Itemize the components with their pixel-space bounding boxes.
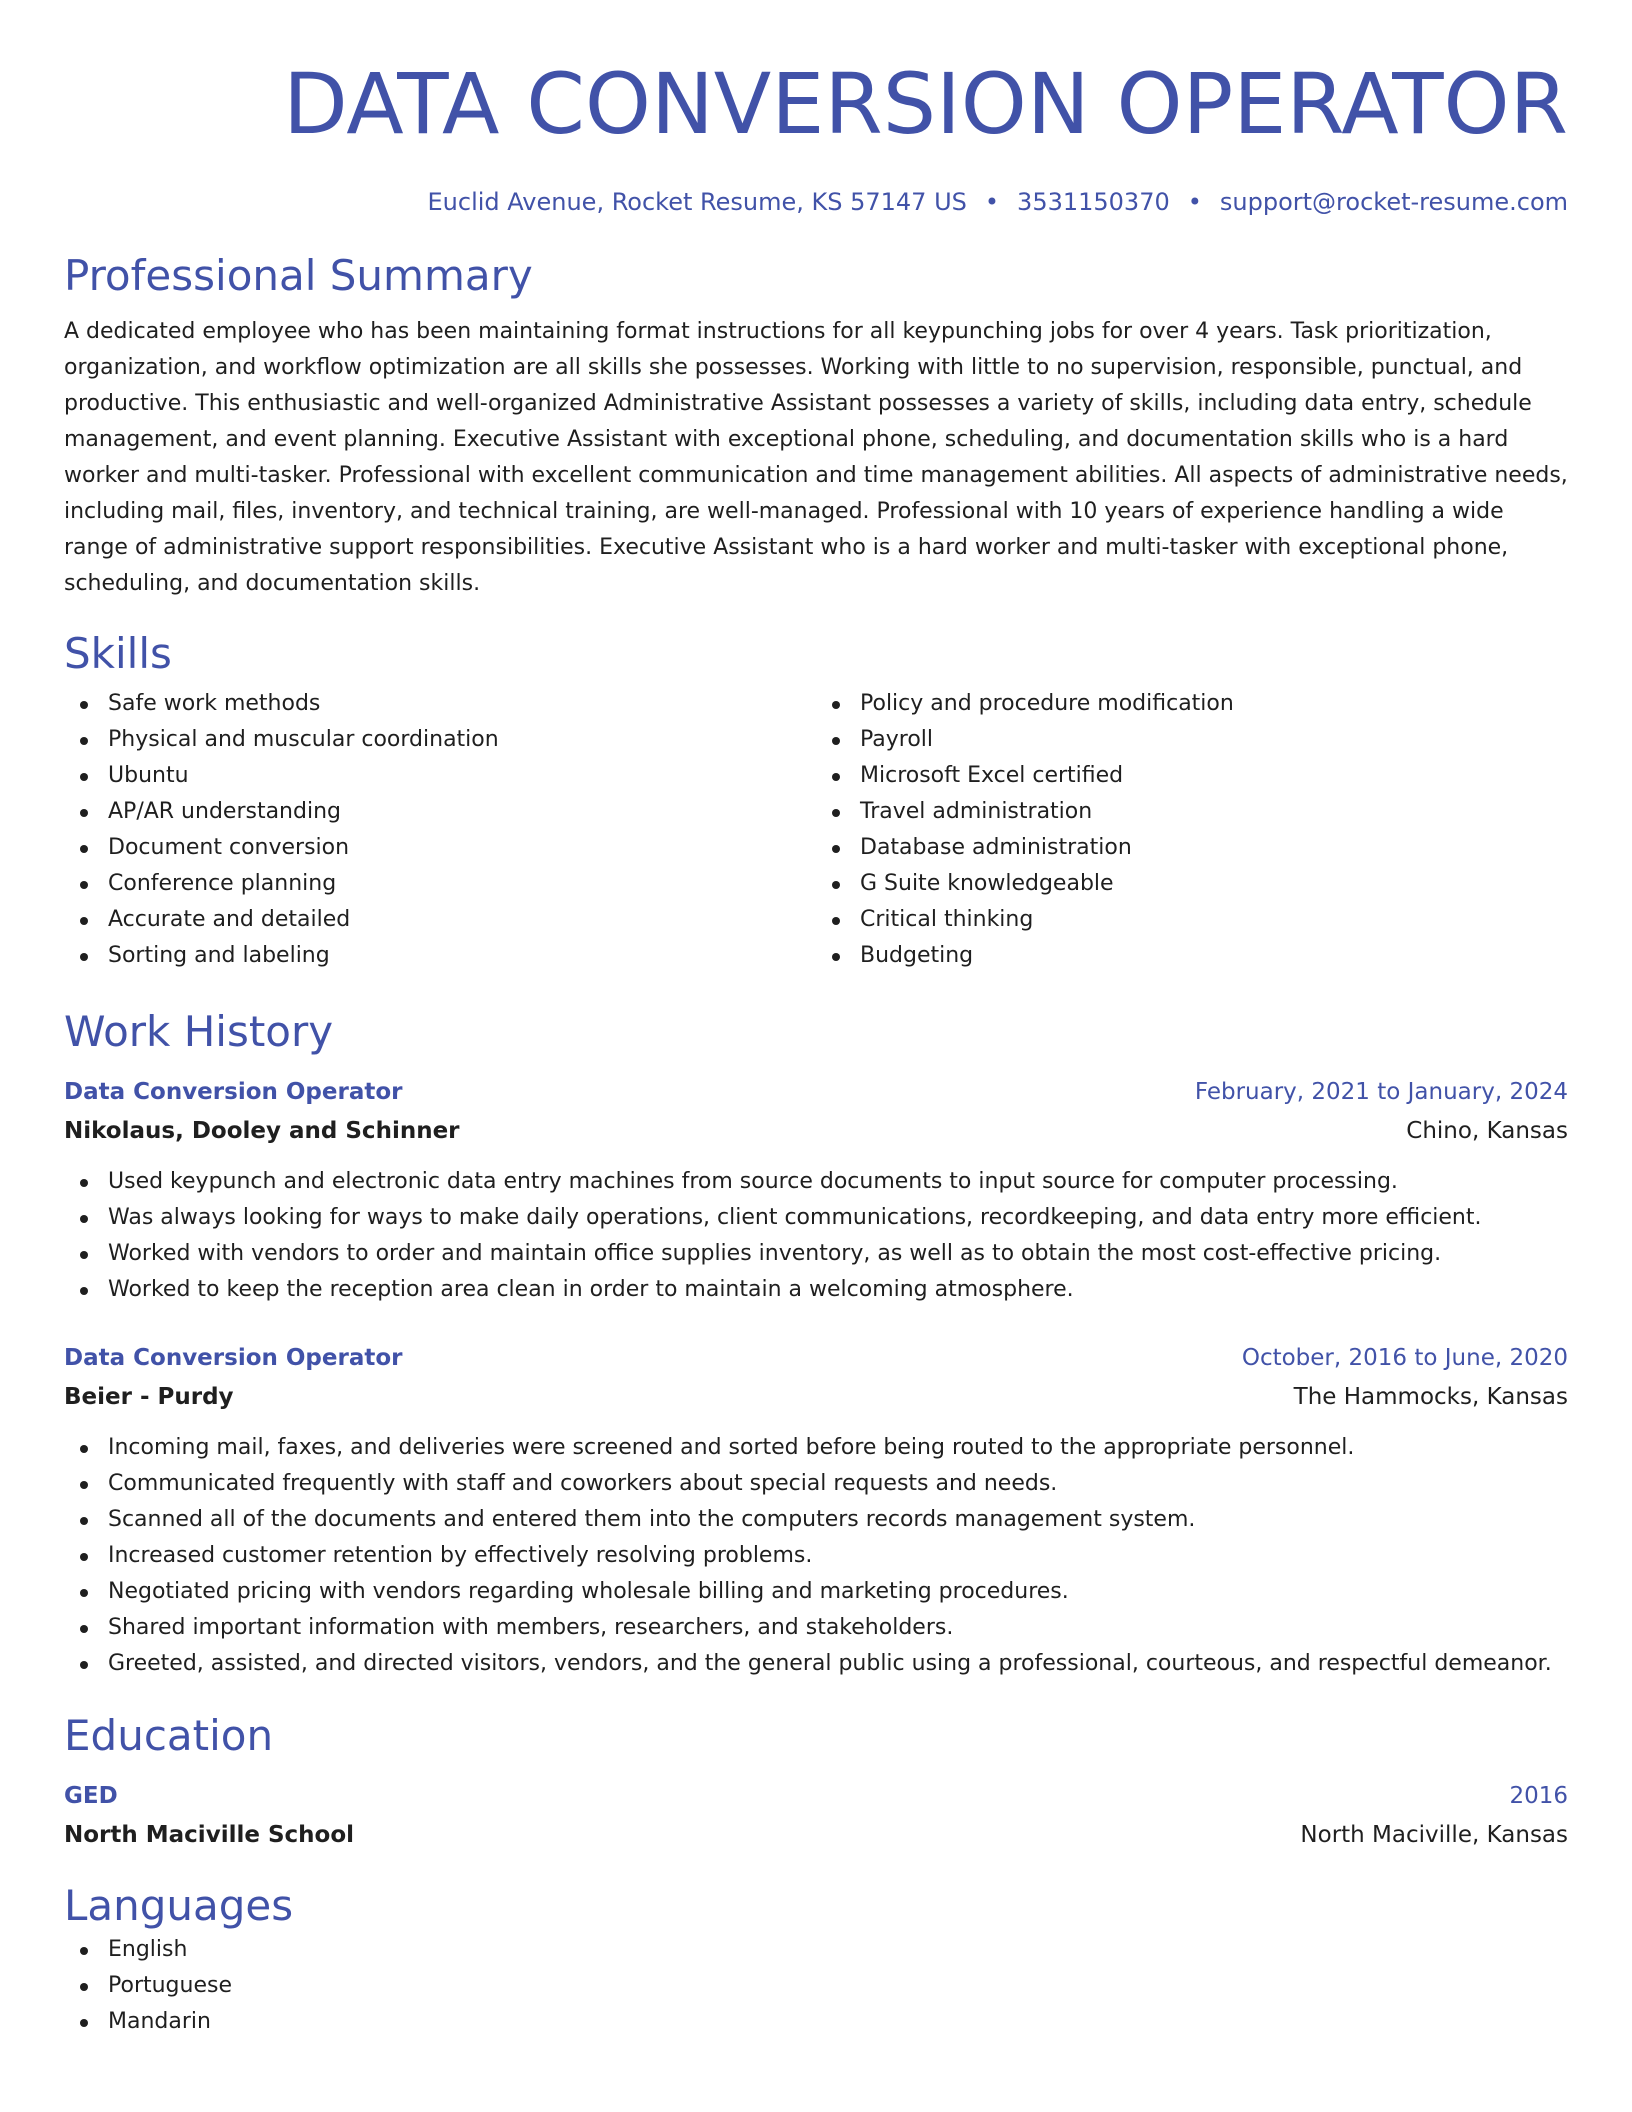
skills-heading: Skills: [64, 629, 172, 678]
skill-item: Ubuntu: [64, 758, 816, 794]
job-duties-list: [64, 1430, 1568, 1682]
skill-item: Payroll: [816, 722, 1568, 758]
contact-separator: •: [1187, 188, 1202, 216]
skill-item: Sorting and labeling: [64, 938, 816, 974]
summary-text: A dedicated employee who has been maintaining format instructions for all keypunching jobs for over 4 years. Task prioritization, organization, and workflow optimization are all skills she possesses. Working with little to no supervision, responsible, punctual, and productive. This enthusiastic and well-organized Administrative Assistant possesses a variety of skills, including data entry, schedule management, and event planning. Executive Assistant with exceptional phone, scheduling, and documentation skills who is a hard worker and multi-tasker. Professional with excellent communication and time management abilities. All aspects of administrative needs, including mail, files, inventory, and technical training, are well-managed. Professional with 10 years of experience handling a wide range of administrative support responsibilities. Executive Assistant who is a hard worker and multi-tasker with exceptional phone, scheduling, and documentation skills.: [64, 319, 1568, 596]
job-title: Data Conversion Operator: [64, 1079, 403, 1105]
job-duty: Increased customer retention by effectively resolving problems.: [64, 1538, 1568, 1574]
skill-item: Accurate and detailed: [64, 902, 816, 938]
summary-heading: Professional Summary: [64, 251, 533, 300]
skill-item: Safe work methods: [64, 686, 816, 722]
education-entry: [64, 1776, 1568, 1854]
job-duty: Incoming mail, faxes, and deliveries were screened and sorted before being routed to the appropriate personnel.: [64, 1430, 1568, 1466]
skills-column-right: [816, 686, 1568, 974]
job-duties-list: [64, 1164, 1568, 1308]
job-company: Nikolaus, Dooley and Schinner: [64, 1118, 460, 1144]
contact-phone: 3531150370: [1017, 188, 1170, 216]
education-degree: GED: [64, 1783, 118, 1809]
skill-item: Policy and procedure modification: [816, 686, 1568, 722]
job-duty: Was always looking for ways to make daily operations, client communications, recordkeeping, and data entry more efficient.: [64, 1200, 1568, 1236]
skills-grid: [64, 686, 1568, 974]
skill-item: G Suite knowledgeable: [816, 866, 1568, 902]
job-location: The Hammocks, Kansas: [1293, 1384, 1568, 1410]
job-company-row: [64, 1112, 1568, 1150]
skill-item: Conference planning: [64, 866, 816, 902]
work-history-heading: Work History: [64, 1007, 334, 1056]
language-item: English: [64, 1932, 1568, 1968]
contact-separator: •: [984, 188, 1000, 216]
education-header-row: [64, 1776, 1568, 1816]
skill-item: Travel administration: [816, 794, 1568, 830]
languages-heading: Languages: [64, 1881, 294, 1930]
skills-column-left: [64, 686, 816, 974]
education-location: North Maciville, Kansas: [1300, 1822, 1568, 1848]
job-entry: [64, 1338, 1568, 1682]
education-year: 2016: [1509, 1783, 1568, 1809]
job-duty: Shared important information with members, researchers, and stakeholders.: [64, 1610, 1568, 1646]
contact-address: Euclid Avenue, Rocket Resume, KS 57147 US: [427, 188, 967, 216]
job-header-row: [64, 1072, 1568, 1112]
skill-item: Database administration: [816, 830, 1568, 866]
candidate-name: DATA CONVERSION OPERATOR: [283, 55, 1568, 153]
skills-list-right: [816, 686, 1568, 974]
job-company: Beier - Purdy: [64, 1384, 234, 1410]
job-company-row: [64, 1378, 1568, 1416]
job-duty: Worked to keep the reception area clean in order to maintain a welcoming atmosphere.: [64, 1272, 1568, 1308]
skill-item: AP/AR understanding: [64, 794, 816, 830]
skill-item: Critical thinking: [816, 902, 1568, 938]
language-item: Portuguese: [64, 1968, 1568, 2004]
job-duty: Greeted, assisted, and directed visitors, vendors, and the general public using a professional, courteous, and respectful demeanor.: [64, 1646, 1568, 1682]
job-dates: February, 2021 to January, 2024: [1194, 1079, 1568, 1105]
job-duty: Worked with vendors to order and maintain office supplies inventory, as well as to obtain the most cost-effective pricing.: [64, 1236, 1568, 1272]
job-dates: October, 2016 to June, 2020: [1241, 1345, 1568, 1371]
contact-line: [64, 186, 1568, 218]
skills-list-left: [64, 686, 816, 974]
job-entry: [64, 1072, 1568, 1308]
skill-item: Document conversion: [64, 830, 816, 866]
skill-item: Budgeting: [816, 938, 1568, 974]
education-school-row: [64, 1816, 1568, 1854]
job-title: Data Conversion Operator: [64, 1345, 403, 1371]
skill-item: Physical and muscular coordination: [64, 722, 816, 758]
job-location: Chino, Kansas: [1406, 1118, 1568, 1144]
skill-item: Microsoft Excel certified: [816, 758, 1568, 794]
job-duty: Used keypunch and electronic data entry machines from source documents to input source for computer processing.: [64, 1164, 1568, 1200]
job-duty: Communicated frequently with staff and coworkers about special requests and needs.: [64, 1466, 1568, 1502]
resume-header: [64, 56, 1568, 218]
education-school: North Maciville School: [64, 1822, 355, 1848]
job-header-row: [64, 1338, 1568, 1378]
job-duty: Negotiated pricing with vendors regarding wholesale billing and marketing procedures.: [64, 1574, 1568, 1610]
education-heading: Education: [64, 1711, 274, 1760]
contact-email[interactable]: support@rocket-resume.com: [1219, 188, 1568, 216]
language-item: Mandarin: [64, 2004, 1568, 2040]
languages-list: [64, 1932, 1568, 2040]
job-duty: Scanned all of the documents and entered them into the computers records management system.: [64, 1502, 1568, 1538]
